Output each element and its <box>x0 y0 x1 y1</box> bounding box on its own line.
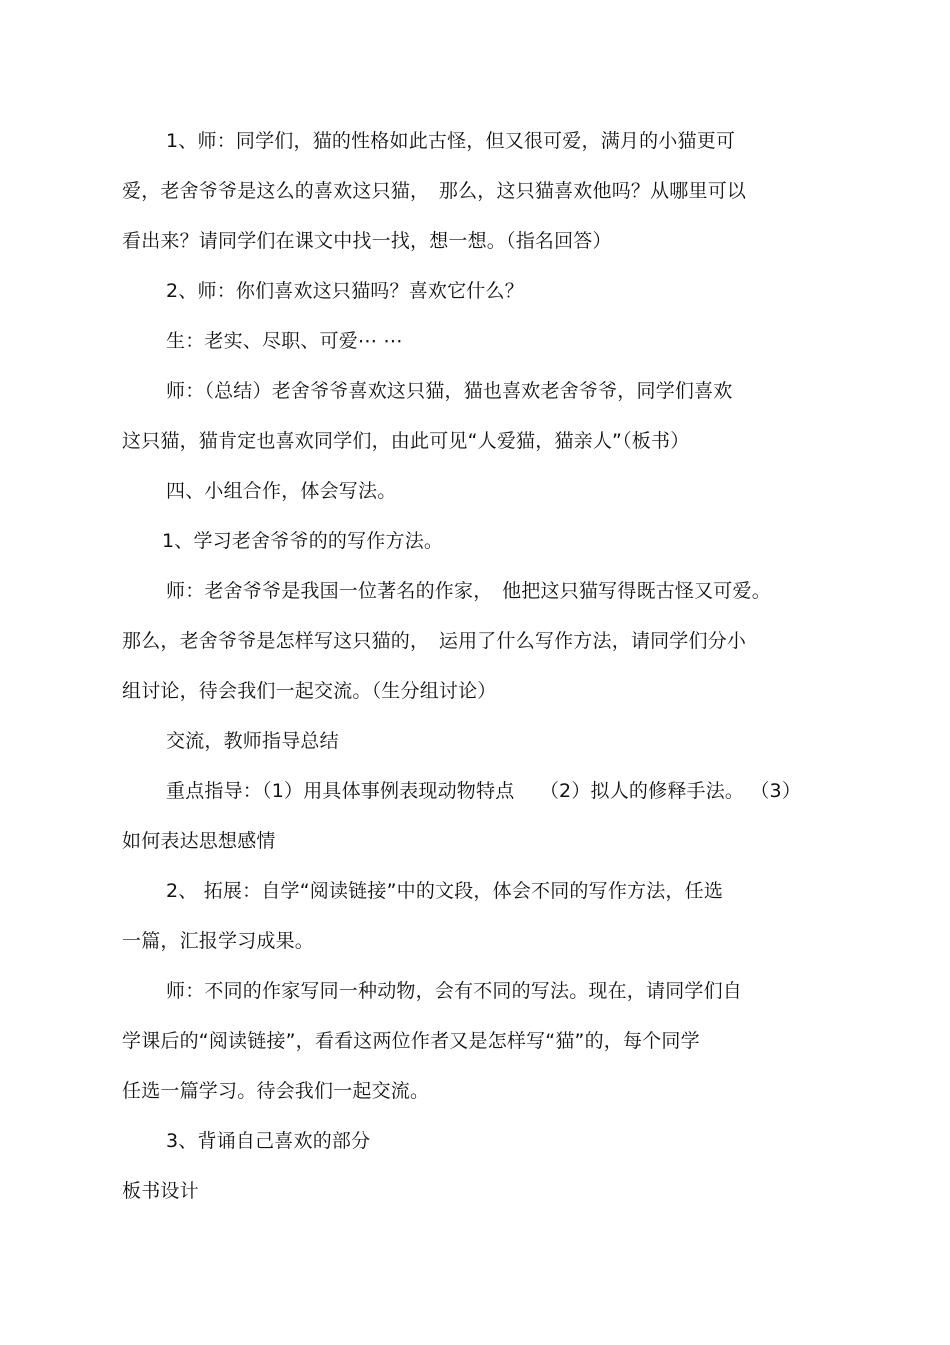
paragraph-line: 这只猫，猫肯定也喜欢同学们，由此可见“人爱猫，猫亲人”（板书） <box>122 430 690 452</box>
paragraph-line: 看出来？请同学们在课文中找一找，想一想。（指名回答） <box>122 230 612 252</box>
paragraph-line: 学课后的“阅读链接”，看看这两位作者又是怎样写“猫”的，每个同学 <box>122 1030 700 1052</box>
paragraph-line: 爱，老舍爷爷是这么的喜欢这只猫， 那么，这只猫喜欢他吗？从哪里可以 <box>122 180 747 202</box>
paragraph-line: 如何表达思想感情 <box>122 830 276 852</box>
paragraph-line: 那么，老舍爷爷是怎样写这只猫的， 运用了什么写作方法，请同学们分小 <box>122 630 747 652</box>
subsection-heading: 1、学习老舍爷爷的的写作方法。 <box>162 530 444 552</box>
section-heading: 板书设计 <box>122 1180 199 1202</box>
paragraph-line: 一篇，汇报学习成果。 <box>122 930 315 952</box>
paragraph-line: 师：不同的作家写同一种动物，会有不同的写法。现在，请同学们自 <box>166 980 743 1002</box>
paragraph-line: 生：老实、尽职、可爱⋯ ⋯ <box>166 330 403 352</box>
section-heading: 四、小组合作，体会写法。 <box>166 480 397 502</box>
paragraph-line: 2、 拓展：自学“阅读链接”中的文段，体会不同的写作方法，任选 <box>166 880 724 902</box>
paragraph-line: 师：老舍爷爷是我国一位著名的作家， 他把这只猫写得既古怪又可爱。 <box>166 580 771 602</box>
paragraph-line: 任选一篇学习。待会我们一起交流。 <box>122 1080 430 1102</box>
paragraph-line: 2、师：你们喜欢这只猫吗？喜欢它什么？ <box>166 280 524 302</box>
paragraph-line: 师：（总结）老舍爷爷喜欢这只猫，猫也喜欢老舍爷爷，同学们喜欢 <box>166 380 733 402</box>
paragraph-line: 组讨论，待会我们一起交流。（生分组讨论） <box>122 680 497 702</box>
paragraph-line: 3、背诵自己喜欢的部分 <box>166 1130 371 1152</box>
paragraph-line: 1、师：同学们，猫的性格如此古怪，但又很可爱，满月的小猫更可 <box>166 130 736 152</box>
paragraph-line: 交流，教师指导总结 <box>166 730 339 752</box>
paragraph-line: 重点指导：（1）用具体事例表现动物特点 （2）拟人的修释手法。 （3） <box>166 780 802 802</box>
